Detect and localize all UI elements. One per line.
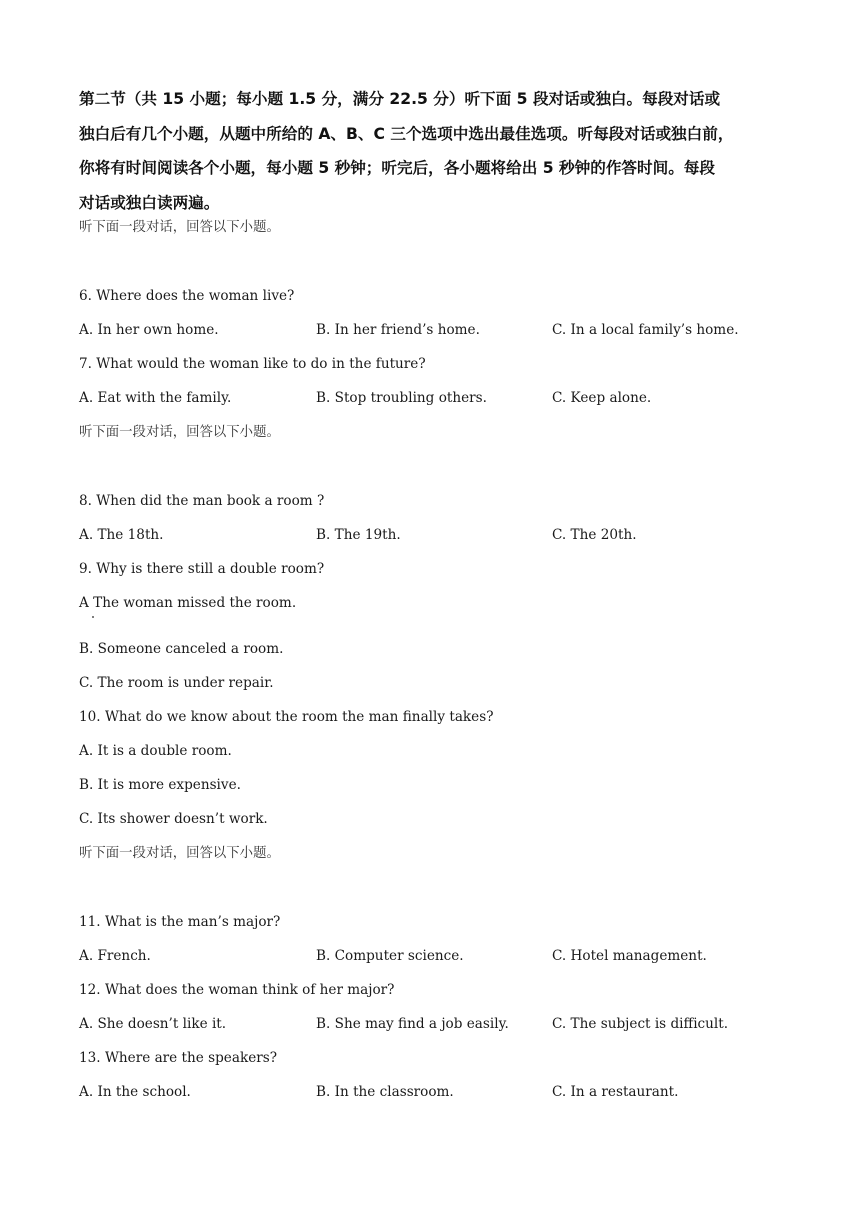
- intro-line: 第二节（共 15 小题；每小题 1.5 分，满分 22.5 分）听下面 5 段对话或独白。每段对话或: [79, 90, 721, 108]
- option-a: A The woman missed the room.: [79, 595, 297, 611]
- intro-line: 你将有时间阅读各个小题，每小题 5 秒钟；听完后，各小题将给出 5 秒钟的作答时间。每段: [79, 159, 715, 177]
- option-b: B. Stop troubling others.: [316, 390, 487, 406]
- question-stem: 11. What is the man’s major?: [79, 914, 281, 930]
- option-b: B. The 19th.: [316, 527, 401, 543]
- question-stem: 13. Where are the speakers?: [79, 1050, 277, 1066]
- intro-line: 对话或独白读两遍。: [79, 193, 220, 212]
- section-intro: [79, 82, 794, 220]
- option-c: C. The 20th.: [552, 527, 637, 543]
- option-a: A. In her own home.: [79, 322, 219, 338]
- option-b: B. She may find a job easily.: [316, 1016, 509, 1032]
- option-b: B. In the classroom.: [316, 1084, 454, 1100]
- question-stem: 10. What do we know about the room the man finally takes?: [79, 709, 494, 725]
- option-a: A. In the school.: [79, 1084, 191, 1100]
- question-stem: 12. What does the woman think of her major?: [79, 982, 395, 998]
- option-c: C. The room is under repair.: [79, 675, 274, 691]
- option-c: C. The subject is difficult.: [552, 1016, 729, 1032]
- option-a: A. French.: [79, 948, 151, 964]
- question-stem: 9. Why is there still a double room?: [79, 561, 325, 577]
- option-b: B. Computer science.: [316, 948, 464, 964]
- option-b: B. In her friend’s home.: [316, 322, 480, 338]
- listening-instruction: 听下面一段对话，回答以下小题。: [79, 846, 280, 861]
- option-c: C. In a local family’s home.: [552, 322, 739, 338]
- option-a: A. She doesn’t like it.: [79, 1016, 227, 1032]
- question-stem: 7. What would the woman like to do in the future?: [79, 356, 426, 372]
- intro-line: 独白后有几个小题，从题中所给的 A、B、C 三个选项中选出最佳选项。听每段对话或独白前，: [79, 124, 734, 143]
- option-a: A. It is a double room.: [79, 743, 232, 759]
- option-c: C. Hotel management.: [552, 948, 707, 964]
- question-stem: 8. When did the man book a room ?: [79, 493, 325, 509]
- option-a: A. The 18th.: [79, 527, 164, 543]
- stray-dot: [92, 616, 94, 618]
- option-a: A. Eat with the family.: [79, 390, 232, 406]
- option-c: C. Its shower doesn’t work.: [79, 811, 268, 827]
- option-b: B. Someone canceled a room.: [79, 641, 284, 657]
- listening-instruction: 听下面一段对话，回答以下小题。: [79, 220, 280, 235]
- option-b: B. It is more expensive.: [79, 777, 241, 793]
- option-c: C. In a restaurant.: [552, 1084, 679, 1100]
- option-c: C. Keep alone.: [552, 390, 652, 406]
- listening-instruction: 听下面一段对话，回答以下小题。: [79, 425, 280, 440]
- question-stem: 6. Where does the woman live?: [79, 288, 295, 304]
